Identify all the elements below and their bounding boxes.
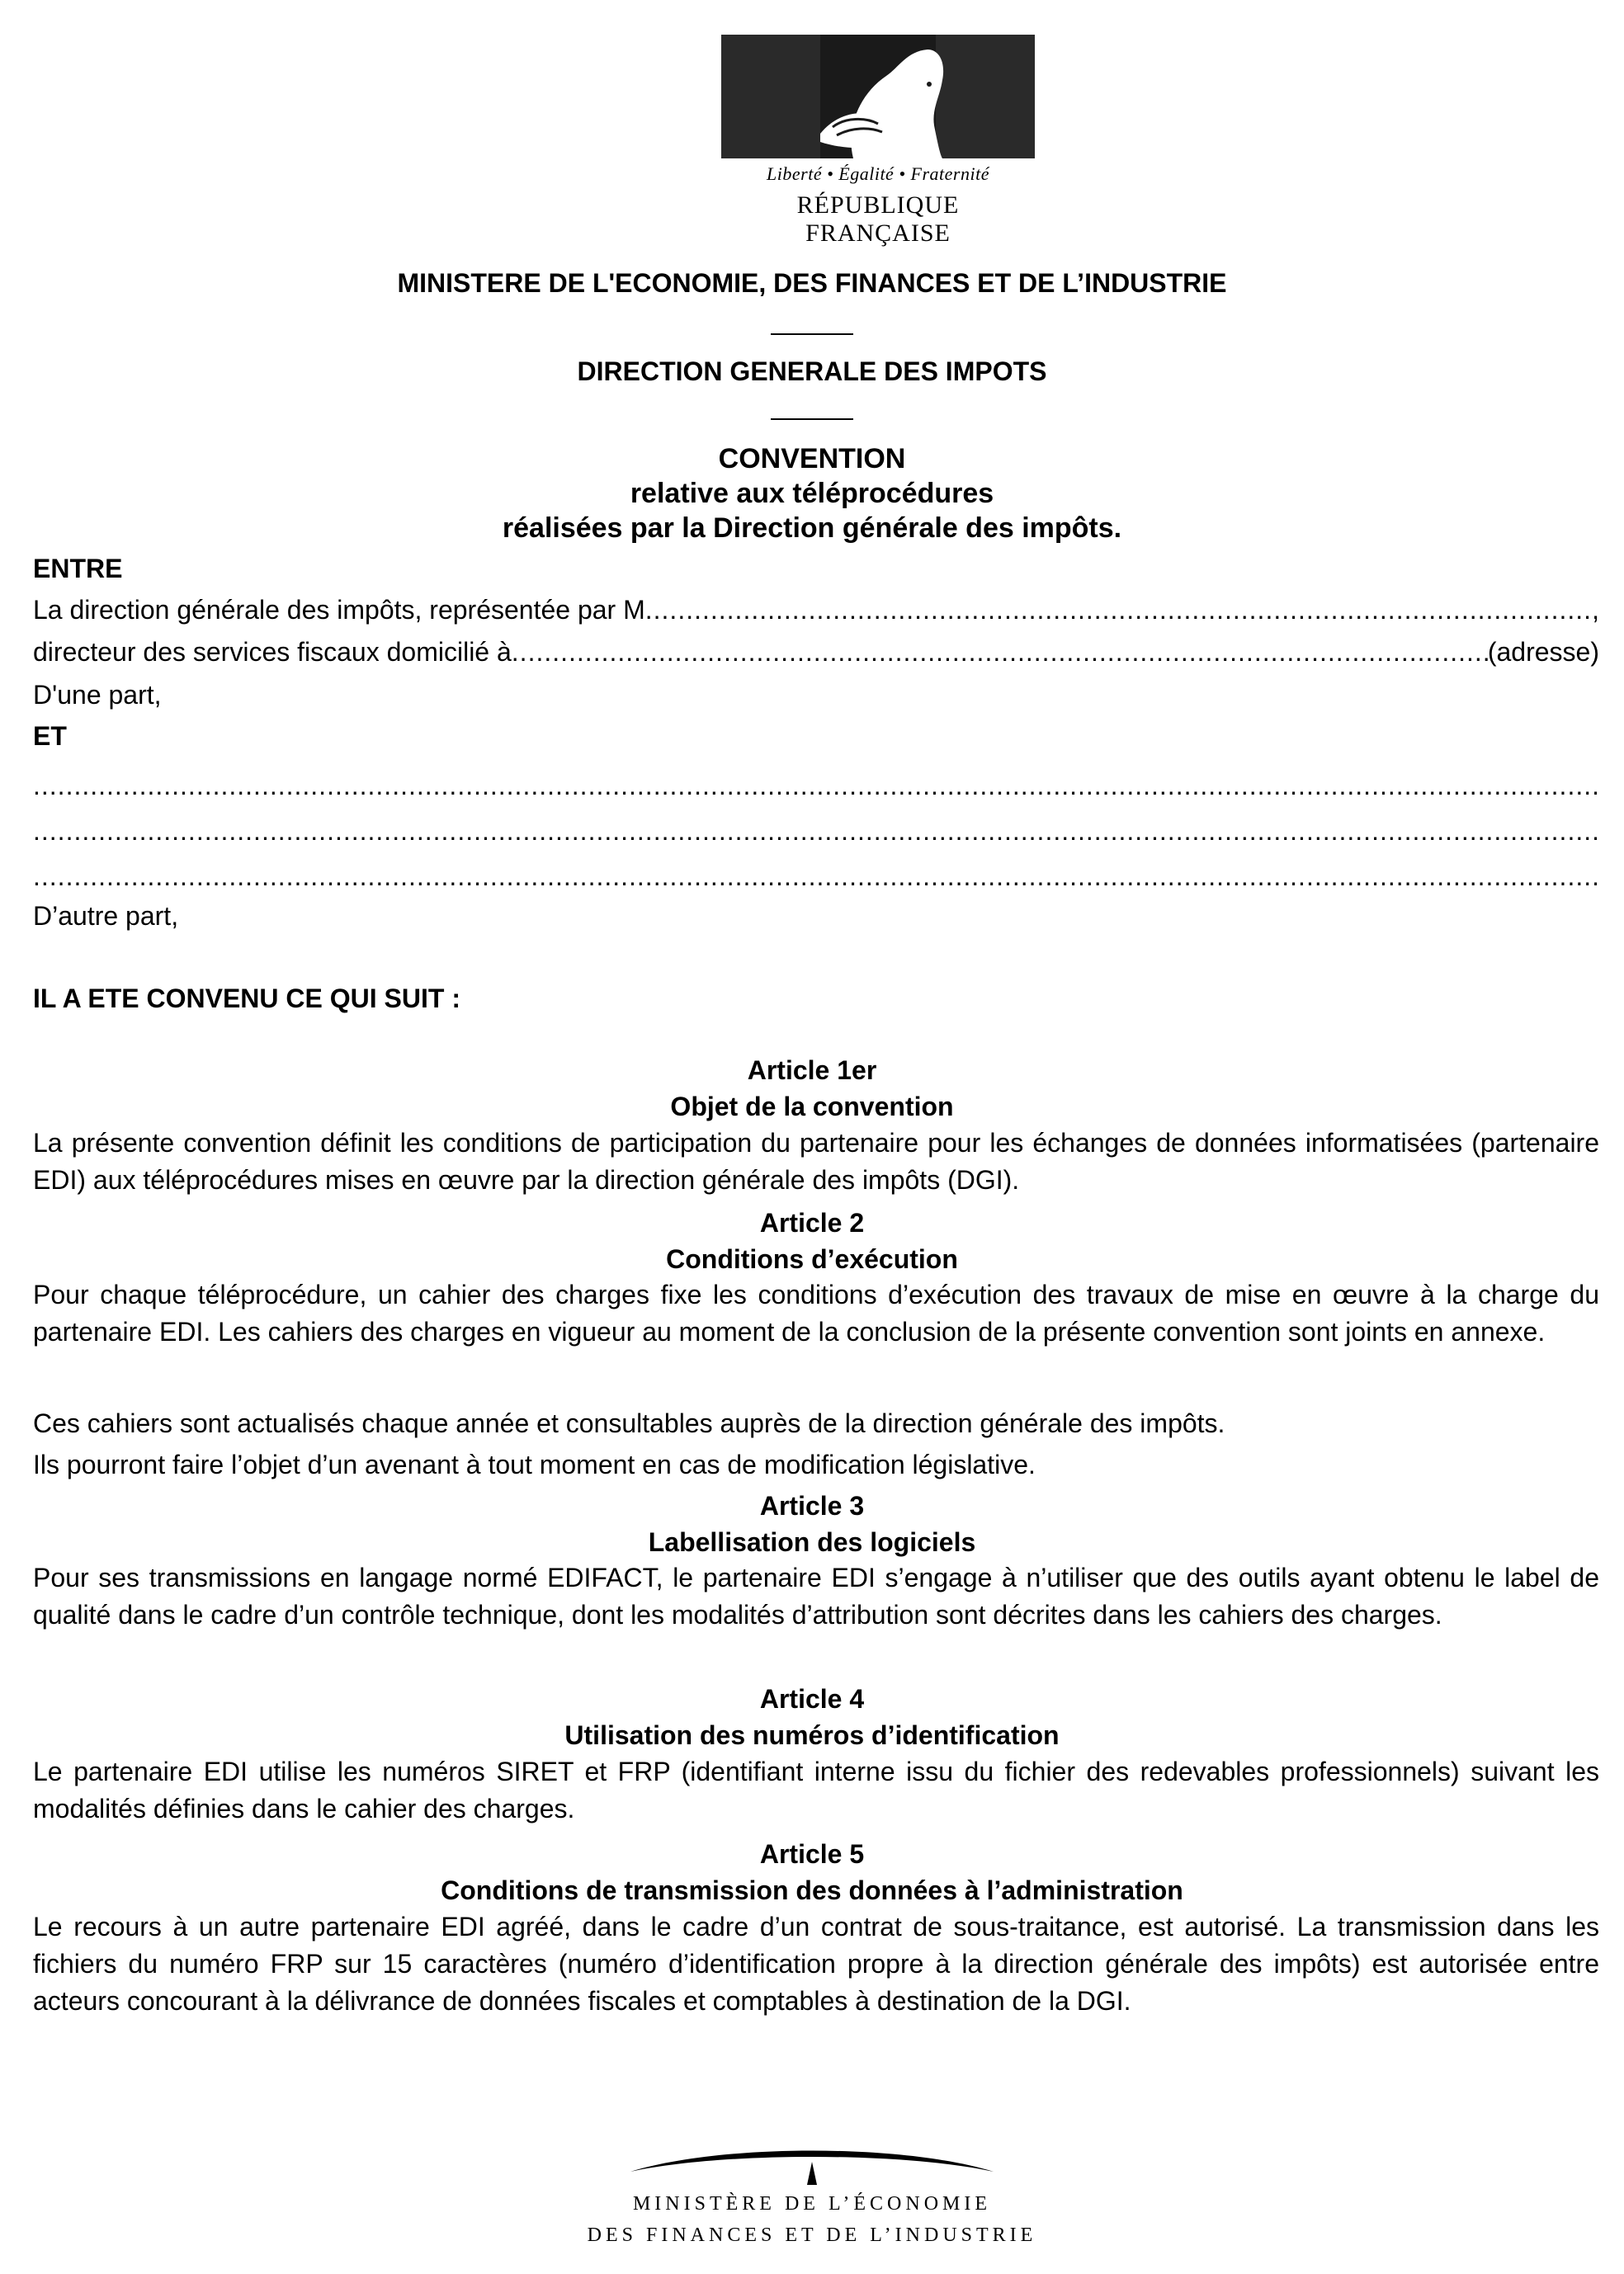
partner-field-line-2[interactable] <box>33 813 1599 850</box>
separator-rule <box>771 333 853 335</box>
address-field-end: (adresse) <box>1487 637 1599 667</box>
article-5-heading <box>0 1836 1624 1908</box>
article-1-paragraph: La présente convention définit les conditions de participation du partenaire pour les échanges de données informatisées (partenaire EDI) aux téléprocédures mises en œuvre par la direction générale des impôts (DGI). <box>33 1128 1599 1195</box>
marianne-logo-icon <box>721 35 1035 158</box>
address-label: directeur des services fiscaux domicilié à <box>33 637 512 667</box>
article-number: Article 1er <box>747 1055 877 1085</box>
address-field[interactable] <box>33 634 1599 671</box>
article-number: Article 4 <box>759 1684 865 1714</box>
entre-label: ENTRE <box>33 554 123 583</box>
footer-ministry-line: DES FINANCES ET DE L’INDUSTRIE <box>587 2224 1037 2246</box>
ministry-emblem-icon <box>622 2137 1002 2187</box>
partner-field-line-3[interactable] <box>33 858 1599 895</box>
separator-rule <box>771 418 853 420</box>
article-4-paragraph: Le partenaire EDI utilise les numéros SIRET et FRP (identifiant interne issu du fichier des redevables professionnels) suivant les modalités définies dans le cahier des charges. <box>33 1757 1599 1823</box>
dune-part-label: D'une part, <box>33 680 162 710</box>
article-number: Article 3 <box>759 1491 865 1521</box>
convention-subtitle-line: réalisées par la Direction générale des impôts. <box>502 512 1122 544</box>
dautre-part-label: D’autre part, <box>33 901 179 931</box>
representative-field-end: , <box>1592 595 1599 625</box>
fill-in-dots[interactable] <box>512 634 1488 671</box>
article-4-heading <box>0 1681 1624 1753</box>
convention-title <box>0 441 1624 545</box>
convenu-heading: IL A ETE CONVENU CE QUI SUIT : <box>33 984 460 1013</box>
article-title: Conditions d’exécution <box>666 1244 958 1274</box>
convention-title-line: CONVENTION <box>718 443 906 474</box>
article-title: Utilisation des numéros d’identification <box>564 1720 1060 1750</box>
article-number: Article 2 <box>759 1208 865 1238</box>
article-5-paragraph: Le recours à un autre partenaire EDI agréé, dans le cadre d’un contrat de sous-traitance, est autorisé. La transmission dans les fichiers du numéro FRP sur 15 caractères (numéro d’identification propre à la direction générale des impôts) est autorisée entre acteurs concourant à la délivrance de données fiscales et comptables à destination de la DGI. <box>33 1912 1599 2016</box>
article-title: Conditions de transmission des données à l’administration <box>441 1875 1183 1905</box>
article-2-paragraph: Ces cahiers sont actualisés chaque année et consultables auprès de la direction générale des impôts. <box>33 1408 1225 1438</box>
article-title: Labellisation des logiciels <box>648 1527 976 1557</box>
fill-in-dots[interactable] <box>33 767 1599 804</box>
article-3-paragraph: Pour ses transmissions en langage normé EDIFACT, le partenaire EDI s’engage à n’utiliser que des outils ayant obtenu le label de qualité dans le cadre d’un contrôle technique, dont les modalités d’attribution sont décrites dans les cahiers des charges. <box>33 1563 1599 1630</box>
article-2-heading <box>0 1205 1624 1277</box>
fill-in-dots[interactable] <box>33 858 1599 895</box>
republic-logo <box>721 35 1035 248</box>
article-1-heading <box>0 1052 1624 1125</box>
article-2-paragraph: Ils pourront faire l’objet d’un avenant à tout moment en cas de modification législative. <box>33 1450 1036 1479</box>
footer-ministry-line: MINISTÈRE DE L’ÉCONOMIE <box>632 2193 992 2215</box>
ministry-heading: MINISTERE DE L'ECONOMIE, DES FINANCES ET DE L’INDUSTRIE <box>397 268 1227 298</box>
representative-label: La direction générale des impôts, représentée par M <box>33 595 645 625</box>
article-2-paragraph: Pour chaque téléprocédure, un cahier des charges fixe les conditions d’exécution des travaux de mise en œuvre à la charge du partenaire EDI. Les cahiers des charges en vigueur au moment de la conclusion de la présente convention sont joints en annexe. <box>33 1280 1599 1347</box>
republique-francaise-label: RÉPUBLIQUE FRANÇAISE <box>796 191 960 247</box>
republic-motto: Liberté • Égalité • Fraternité <box>767 163 989 184</box>
convention-subtitle-line: relative aux téléprocédures <box>630 478 994 509</box>
direction-heading: DIRECTION GENERALE DES IMPOTS <box>577 356 1047 386</box>
ministry-footer <box>564 2137 1060 2249</box>
article-3-heading <box>0 1488 1624 1560</box>
partner-field-line-1[interactable] <box>33 767 1599 804</box>
et-label: ET <box>33 721 67 751</box>
article-title: Objet de la convention <box>670 1092 954 1121</box>
article-number: Article 5 <box>759 1839 865 1869</box>
fill-in-dots[interactable] <box>645 592 1592 629</box>
fill-in-dots[interactable] <box>33 813 1599 850</box>
representative-field[interactable] <box>33 592 1599 629</box>
